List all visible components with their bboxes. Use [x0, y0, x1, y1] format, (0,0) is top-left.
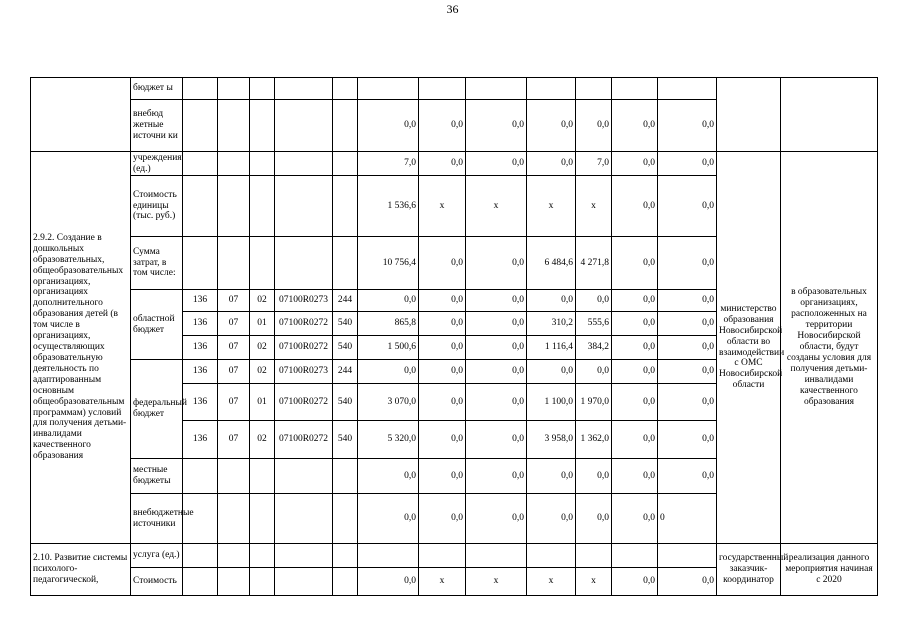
table-row: 2.9.2. Создание в дошкольных образовательных, общеобразовательных организациях, организациях дополнительного образования детей (в том числе в организациях, осуществляющих образовательную деятельность по адаптированным основным общеобразовательным программам) условий для получения детьми-инвалидами качественного образования учреждения (ед.) 7,0 0,0 0,0 0,0 7,0 0,0 0,0 министерство образования Новосибирской области во взаимодействии с ОМС Новосибирской области в образовательных организациях, расположенных на территории Новосибирской области, будут созданы условия для получения детьми-инвалидами качественного образования	[31, 152, 878, 176]
table-row: федеральный бюджет 136 07 02 07100R0273 244 0,0 0,0 0,0 0,0 0,0 0,0 0,0	[31, 360, 878, 384]
page-number: 36	[446, 2, 459, 16]
expected-result: реализация данного мероприятия начиная с 2020	[781, 544, 878, 596]
table-row: внебюджетные источники 0,0 0,0 0,0 0,0 0,0 0,0 0	[31, 494, 878, 544]
measure-title: 2.9.2. Создание в дошкольных образовательных, общеобразовательных организациях, организациях дополнительного образования детей (в том числе в организациях, осуществляющих образовательную деятельность по адаптированным основным общеобразовательным программам) условий для получения детьми-инвалидами качественного образования	[31, 152, 131, 544]
table-row: 136 07 01 07100R0272 540 3 070,0 0,0 0,0 1 100,0 1 970,0 0,0 0,0	[31, 384, 878, 421]
table-row: местные бюджеты 0,0 0,0 0,0 0,0 0,0 0,0 0,0	[31, 459, 878, 494]
table-row: областной бюджет 136 07 02 07100R0273 244 0,0 0,0 0,0 0,0 0,0 0,0 0,0	[31, 290, 878, 312]
program-table	[30, 77, 878, 596]
executor: государственный заказчик-координатор	[717, 544, 781, 596]
table-row: 2.10. Развитие системы психолого-педагогической, услуга (ед.) государственный заказчик-координатор реализация данного мероприятия начиная с 2020	[31, 544, 878, 568]
table-row: 136 07 02 07100R0272 540 1 500,6 0,0 0,0 1 116,4 384,2 0,0 0,0	[31, 336, 878, 360]
funding-source: внебюд жетные источни ки	[131, 100, 183, 152]
funding-source: бюджет ы	[131, 78, 183, 100]
table-row: 136 07 02 07100R0272 540 5 320,0 0,0 0,0 3 958,0 1 362,0 0,0 0,0	[31, 421, 878, 459]
table-row: Сумма затрат, в том числе: 10 756,4 0,0 0,0 6 484,6 4 271,8 0,0 0,0	[31, 237, 878, 290]
table-row: Стоимость единицы (тыс. руб.) 1 536,6 x x x x 0,0 0,0	[31, 176, 878, 237]
table-row	[31, 78, 878, 100]
measure-title: 2.10. Развитие системы психолого-педагогической,	[31, 544, 131, 596]
executor: министерство образования Новосибирской области во взаимодействии с ОМС Новосибирской области	[717, 152, 781, 544]
table-row: внебюд жетные источни ки 0,0 0,0 0,0 0,0 0,0 0,0 0,0	[31, 100, 878, 152]
table-row: 136 07 01 07100R0272 540 865,8 0,0 0,0 310,2 555,6 0,0 0,0	[31, 312, 878, 336]
table-row: Стоимость 0,0 x x x x 0,0 0,0	[31, 568, 878, 596]
expected-result: в образовательных организациях, расположенных на территории Новосибирской области, будут созданы условия для получения детьми-инвалидами качественного образования	[781, 152, 878, 544]
